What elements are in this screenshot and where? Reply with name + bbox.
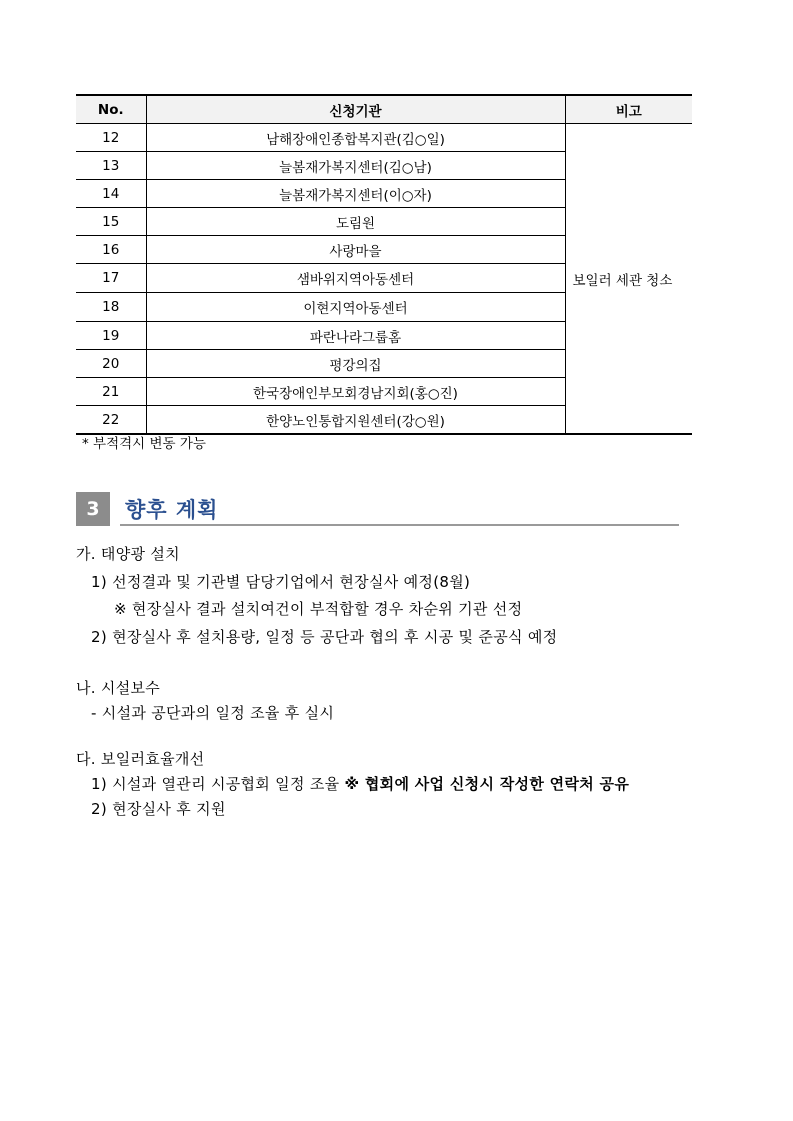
row-org: 남해장애인종합복지관(김○일) — [146, 124, 565, 152]
row-org: 한국장애인부모회경남지회(홍○진) — [146, 378, 565, 406]
section-heading — [76, 492, 679, 526]
row-no: 22 — [76, 406, 146, 435]
ga-note-1: ※ 현장실사 결과 설치여건이 부적합할 경우 차순위 기관 선정 — [114, 600, 523, 618]
section-underline — [120, 524, 679, 526]
header-note: 비고 — [565, 95, 692, 124]
table-header-row — [76, 95, 692, 124]
row-org: 사랑마을 — [146, 236, 565, 264]
na-title: 나. 시설보수 — [76, 679, 161, 697]
na-item-1: - 시설과 공단과의 일정 조율 후 실시 — [91, 704, 335, 722]
header-no: No. — [76, 95, 146, 124]
row-org: 늘봄재가복지센터(김○남) — [146, 152, 565, 180]
table-footnote: * 부적격시 변동 가능 — [82, 436, 206, 452]
section-title: 향후 계획 — [125, 498, 219, 522]
da-title: 다. 보일러효율개선 — [76, 750, 205, 768]
ga-item-2: 2) 현장실사 후 설치용량, 일정 등 공단과 협의 후 시공 및 준공식 예정 — [91, 628, 558, 646]
row-no: 19 — [76, 322, 146, 350]
row-no: 20 — [76, 350, 146, 378]
row-org: 이현지역아동센터 — [146, 293, 565, 322]
row-no: 18 — [76, 293, 146, 322]
row-remark: 보일러 세관 청소 — [565, 124, 692, 435]
row-no: 21 — [76, 378, 146, 406]
application-table — [76, 94, 692, 435]
row-org: 도림원 — [146, 208, 565, 236]
da-item-1-bold-note: ※ 협회에 사업 신청시 작성한 연락처 공유 — [344, 775, 630, 793]
row-org: 평강의집 — [146, 350, 565, 378]
da-item-1 — [91, 773, 629, 794]
ga-item-1: 1) 선정결과 및 기관별 담당기업에서 현장실사 예정(8월) — [91, 573, 471, 591]
row-org: 한양노인통합지원센터(강○원) — [146, 406, 565, 435]
da-item-1-text: 1) 시설과 열관리 시공협회 일정 조율 — [91, 775, 345, 793]
row-no: 13 — [76, 152, 146, 180]
row-no: 16 — [76, 236, 146, 264]
row-no: 14 — [76, 180, 146, 208]
row-org: 파란나라그룹홈 — [146, 322, 565, 350]
ga-title: 가. 태양광 설치 — [76, 545, 180, 563]
da-item-2: 2) 현장실사 후 지원 — [91, 800, 226, 818]
table-row — [76, 124, 692, 152]
header-org: 신청기관 — [146, 95, 565, 124]
row-org: 늘봄재가복지센터(이○자) — [146, 180, 565, 208]
row-org: 샘바위지역아동센터 — [146, 264, 565, 293]
row-no: 17 — [76, 264, 146, 293]
row-no: 15 — [76, 208, 146, 236]
row-no: 12 — [76, 124, 146, 152]
section-number: 3 — [76, 492, 110, 526]
